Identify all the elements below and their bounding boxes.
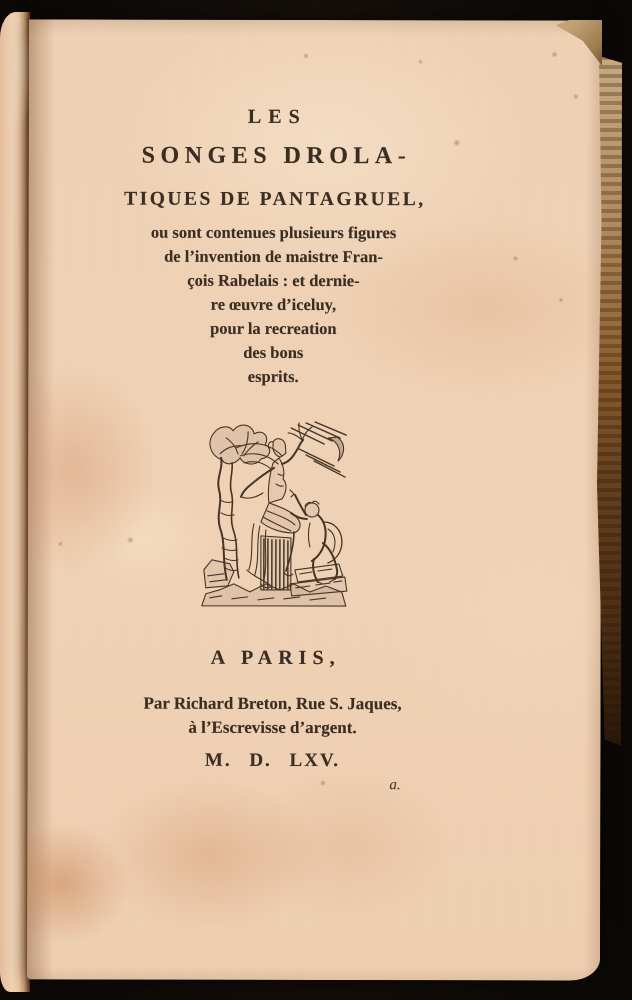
previous-page-verso (0, 12, 30, 992)
imprint-city: A PARIS, (210, 646, 341, 670)
foxing-spot (551, 51, 558, 57)
title-page (27, 19, 602, 980)
subtitle-block (28, 220, 518, 389)
subtitle-line: esprits. (247, 366, 299, 386)
book-fore-edge-leaves (597, 56, 622, 746)
imprint-publisher-line-2: à l’Escrevisse d’argent. (188, 717, 357, 738)
subtitle-line: pour la recreation (210, 318, 337, 339)
subtitle-line: çois Rabelais : et dernie- (187, 270, 360, 291)
signature-mark: a. (389, 777, 401, 794)
imprint-publisher-line-1: Par Richard Breton, Rue S. Jaques, (143, 693, 402, 714)
subtitle-line: de l’invention de maistre Fran- (164, 246, 383, 267)
imprint-date-roman-numerals: M. D. LXV. (204, 749, 341, 772)
title-line-3: TIQUES DE PANTAGRUEL, (124, 188, 426, 211)
foxing-spot (573, 94, 579, 100)
title-line-1: LES (247, 105, 307, 128)
title-line-2: SONGES DROLA- (141, 142, 412, 170)
subtitle-line: ou sont contenues plusieurs figures (150, 222, 397, 243)
woodcut-engraving (198, 418, 350, 614)
subtitle-line: des bons (243, 342, 304, 362)
subtitle-line: re œuvre d’iceluy, (210, 294, 337, 315)
foxing-spot (558, 298, 563, 303)
